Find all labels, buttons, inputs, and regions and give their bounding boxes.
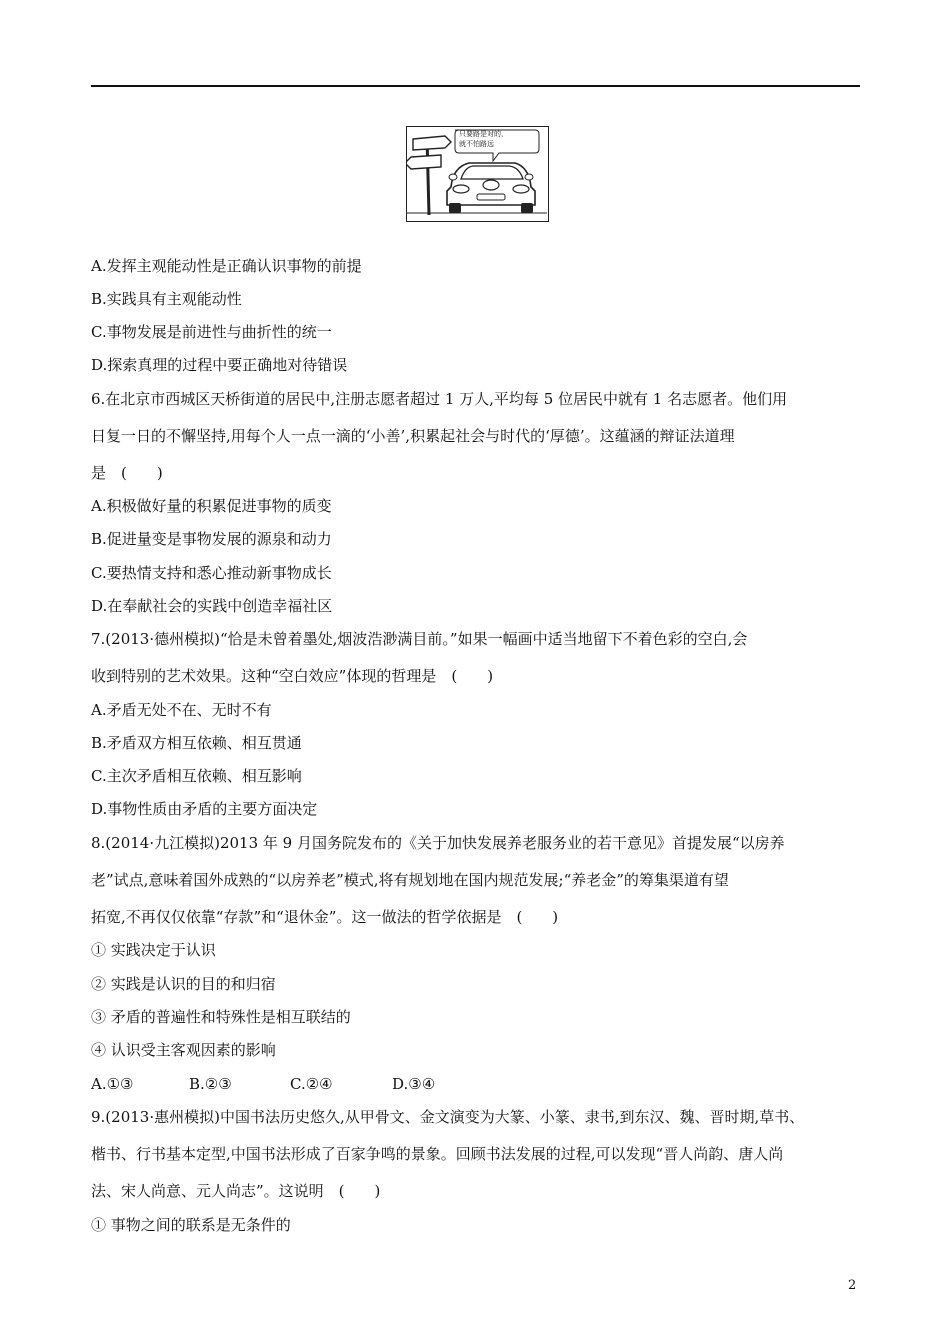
q9-stem-line-2: 楷书、行书基本定型,中国书法形成了百家争鸣的景象。回顾书法发展的过程,可以发现“晋人尚韵、唐人尚 xyxy=(91,1145,784,1163)
q8-choice-b: B.②③ xyxy=(189,1075,232,1093)
q9-stem-line-3: 法、宋人尚意、元人尚志”。这说明 ( ) xyxy=(91,1182,381,1200)
q6-stem-line-1: 6.在北京市西城区天桥街道的居民中,注册志愿者超过 1 万人,平均每 5 位居民中就有 1 名志愿者。他们用 xyxy=(91,390,788,408)
header-rule xyxy=(91,85,860,87)
cartoon-image xyxy=(406,126,549,222)
speech-bubble-text xyxy=(459,129,508,149)
q8-stem-line-2: 老”试点,意味着国外成熟的“以房养老”模式,将有规划地在国内规范发展;“养老金”的筹集渠道有望 xyxy=(91,871,729,889)
q6-option-b: B.促进量变是事物发展的源泉和动力 xyxy=(91,530,332,548)
q7-stem-line-1: 7.(2013·德州模拟)“恰是未曾着墨处,烟波浩渺满目前。”如果一幅画中适当地留下不着色彩的空白,会 xyxy=(91,630,748,648)
q9-stem-line-1: 9.(2013·惠州模拟)中国书法历史悠久,从甲骨文、金文演变为大篆、小篆、隶书,到东汉、魏、晋时期,草书、 xyxy=(91,1108,805,1126)
q7-option-b: B.矛盾双方相互依赖、相互贯通 xyxy=(91,734,302,752)
q6-stem-line-3: 是 ( ) xyxy=(91,464,163,482)
q7-option-d: D.事物性质由矛盾的主要方面决定 xyxy=(91,800,318,818)
q5-option-c: C.事物发展是前进性与曲折性的统一 xyxy=(91,323,332,341)
q7-option-c: C.主次矛盾相互依赖、相互影响 xyxy=(91,767,302,785)
q8-choice-d: D.③④ xyxy=(392,1075,436,1093)
q8-item-1: ① 实践决定于认识 xyxy=(91,941,216,959)
q5-option-a: A.发挥主观能动性是正确认识事物的前提 xyxy=(91,257,362,275)
q5-option-d: D.探索真理的过程中要正确地对待错误 xyxy=(91,356,348,374)
q9-item-1: ① 事物之间的联系是无条件的 xyxy=(91,1216,291,1234)
q7-option-a: A.矛盾无处不在、无时不有 xyxy=(91,701,272,719)
page-number: 2 xyxy=(848,1278,857,1293)
q8-item-2: ② 实践是认识的目的和归宿 xyxy=(91,975,276,993)
q6-option-a: A.积极做好量的积累促进事物的质变 xyxy=(91,497,332,515)
speech-bubble-line-1: 只要路是对的， xyxy=(459,130,508,138)
q5-option-b: B.实践具有主观能动性 xyxy=(91,290,242,308)
q8-choice-c: C.②④ xyxy=(290,1075,333,1093)
q8-item-4: ④ 认识受主客观因素的影响 xyxy=(91,1041,276,1059)
q8-item-3: ③ 矛盾的普遍性和特殊性是相互联结的 xyxy=(91,1008,351,1026)
q8-stem-line-3: 拓宽,不再仅仅依靠“存款”和“退休金”。这一做法的哲学依据是 ( ) xyxy=(91,908,559,926)
speech-bubble-line-2: 就不怕路远 xyxy=(459,140,494,148)
q8-choice-a: A.①③ xyxy=(91,1075,134,1093)
q6-stem-line-2: 日复一日的不懈坚持,用每个人一点一滴的‘小善’,积累起社会与时代的‘厚德’。这蕴涵的辩证法道理 xyxy=(91,427,735,445)
q6-option-c: C.要热情支持和悉心推动新事物成长 xyxy=(91,564,332,582)
q8-stem-line-1: 8.(2014·九江模拟)2013 年 9 月国务院发布的《关于加快发展养老服务业的若干意见》首提发展“以房养 xyxy=(91,834,785,852)
q7-stem-line-2: 收到特别的艺术效果。这种“空白效应”体现的哲理是 ( ) xyxy=(91,667,494,685)
q6-option-d: D.在奉献社会的实践中创造幸福社区 xyxy=(91,597,333,615)
